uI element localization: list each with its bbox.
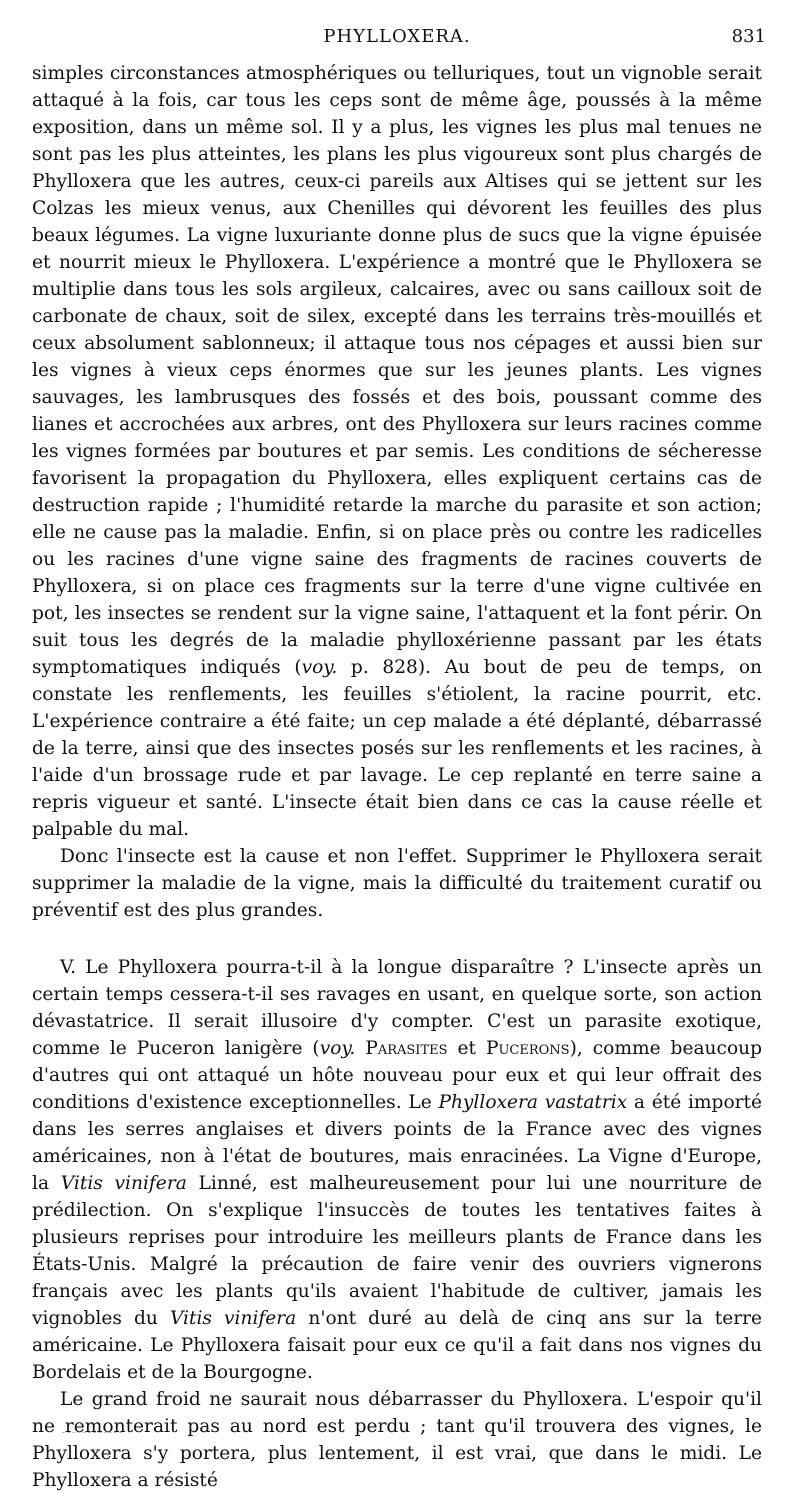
page-number: 831 <box>731 26 766 47</box>
text-run: simples circonstances atmosphériques ou telluriques, tout un vignoble serait attaqué à la fois, car tous les ceps sont de même âge, poussés à la même exposition, dans un même sol. Il y a plus, les vignes les plus mal tenues ne sont pas les plus atteintes, les plans les plus vigoureux sont plus chargés de Phylloxera que les autres, ceux-ci pareils aux Altises qui se jettent sur les Colzas les mieux venus, aux Chenilles qui dévorent les feuilles des plus beaux légumes. La vigne luxuriante donne plus de sucs que la vigne épuisée et nourrit mieux le Phylloxera. L'expérience a montré que le Phylloxera se multiplie dans tous les sols argileux, calcaires, avec ou sans cailloux soit de carbonate de chaux, soit de silex, excepté dans les terrains très-mouillés et ceux absolument sablonneux; il attaque tous nos cépages et aussi bien sur les vignes à vieux ceps énormes que sur les jeunes plants. Les vignes sauvages, les lambrusques des fossés et des bois, poussant comme des lianes et accrochées aux arbres, ont des Phylloxera sur leurs racines comme les vignes formées par boutures et par semis. Les conditions de sécheresse favorisent la propagation du Phylloxera, elles expliquent certains cas de destruction rapide ; l'humidité retarde la marche du parasite et son action; elle ne cause pas la maladie. Enfin, si on place près ou contre les radicelles ou les racines d'une vigne saine des fragments de racines couverts de Phylloxera, si on place ces fragments sur la terre d'une vigne cultivée en pot, les insectes se rendent sur la vigne saine, l'attaquent et la font périr. On suit tous les degrés de la maladie phylloxérienne passant par les états symptomatiques indiqués ( <box>32 63 762 678</box>
section-spacer <box>32 924 762 954</box>
paragraph <box>32 1386 762 1494</box>
body-text <box>32 60 762 1494</box>
text-run: V. Le Phylloxera pourra-t-il à la longue disparaître ? L'insecte après un certain temps cessera-t-il ses ravages en usant, en quelque sorte, son action dévastatrice. Il serait illusoire d'y compter. C'est un parasite exotique, comme le Puceron lanigère ( <box>32 957 762 1059</box>
text-run: a été importé dans les serres anglaises et divers points de la France avec des vignes américaines, non à l'état de boutures, mais enracinées. La Vigne d'Europe, la <box>32 1092 762 1194</box>
book-page <box>32 26 766 1494</box>
running-title: PHYLLOXERA. <box>323 26 471 47</box>
text-run: Le grand froid ne saurait nous débarrasser du Phylloxera. L'espoir qu'il ne remonterait pas au nord est perdu ; tant qu'il trouvera des vignes, le Phylloxera s'y portera, plus lentement, il est vrai, que dans le midi. Le Phylloxera a résisté <box>32 1389 762 1491</box>
text-run: Linné, est malheureusement pour lui une nourriture de prédilection. On s'explique l'insuccès de toutes les tentatives faites à plusieurs reprises pour introduire les meilleurs plants de France dans les États-Unis. Malgré la précaution de faire venir des ouvriers vignerons français avec les plants qu'ils avaient l'habitude de cultiver, jamais les vignobles du <box>32 1173 762 1329</box>
text-run: Donc l'insecte est la cause et non l'effet. Supprimer le Phylloxera serait supprimer la maladie de la vigne, mais la difficulté du traitement curatif ou préventif est des plus grandes. <box>32 846 762 921</box>
smallcaps-run: Pucerons <box>485 1038 570 1059</box>
text-run <box>355 1038 365 1059</box>
text-run: p. 828). Au bout de peu de temps, on constate les renflements, les feuilles s'étiolent, la racine pourrit, etc. L'expérience contraire a été faite; un cep malade a été déplanté, débarrassé de la terre, ainsi que des insectes posés sur les renflements et les racines, à l'aide d'un brossage rude et par lavage. Le cep replanté en terre saine a repris vigueur et santé. L'insecte était bien dans ce cas la cause réelle et palpable du mal. <box>32 657 762 840</box>
italic-run: Vitis vinifera <box>169 1308 297 1329</box>
paragraph <box>32 843 762 924</box>
italic-run: voy. <box>319 1038 356 1059</box>
text-run: et <box>447 1038 486 1059</box>
italic-run: voy. <box>301 657 338 678</box>
page-header <box>32 26 766 60</box>
italic-run: Vitis vinifera <box>60 1173 187 1194</box>
footer-smudge <box>62 1432 122 1435</box>
section-v-paragraph <box>32 954 762 1386</box>
text-run: ), comme beaucoup d'autres qui ont attaqué un hôte nouveau pour eux et qui leur offrait des conditions d'existence exceptionnelles. Le <box>32 1038 763 1113</box>
smallcaps-run: Parasites <box>365 1038 448 1059</box>
text-run: n'ont duré au delà de cinq ans sur la terre américaine. Le Phylloxera faisait pour eux ce qu'il a fait dans nos vignes du Bordelais et de la Bourgogne. <box>32 1308 762 1383</box>
paragraph <box>32 60 762 843</box>
italic-run: Phylloxera vastatrix <box>438 1092 628 1113</box>
